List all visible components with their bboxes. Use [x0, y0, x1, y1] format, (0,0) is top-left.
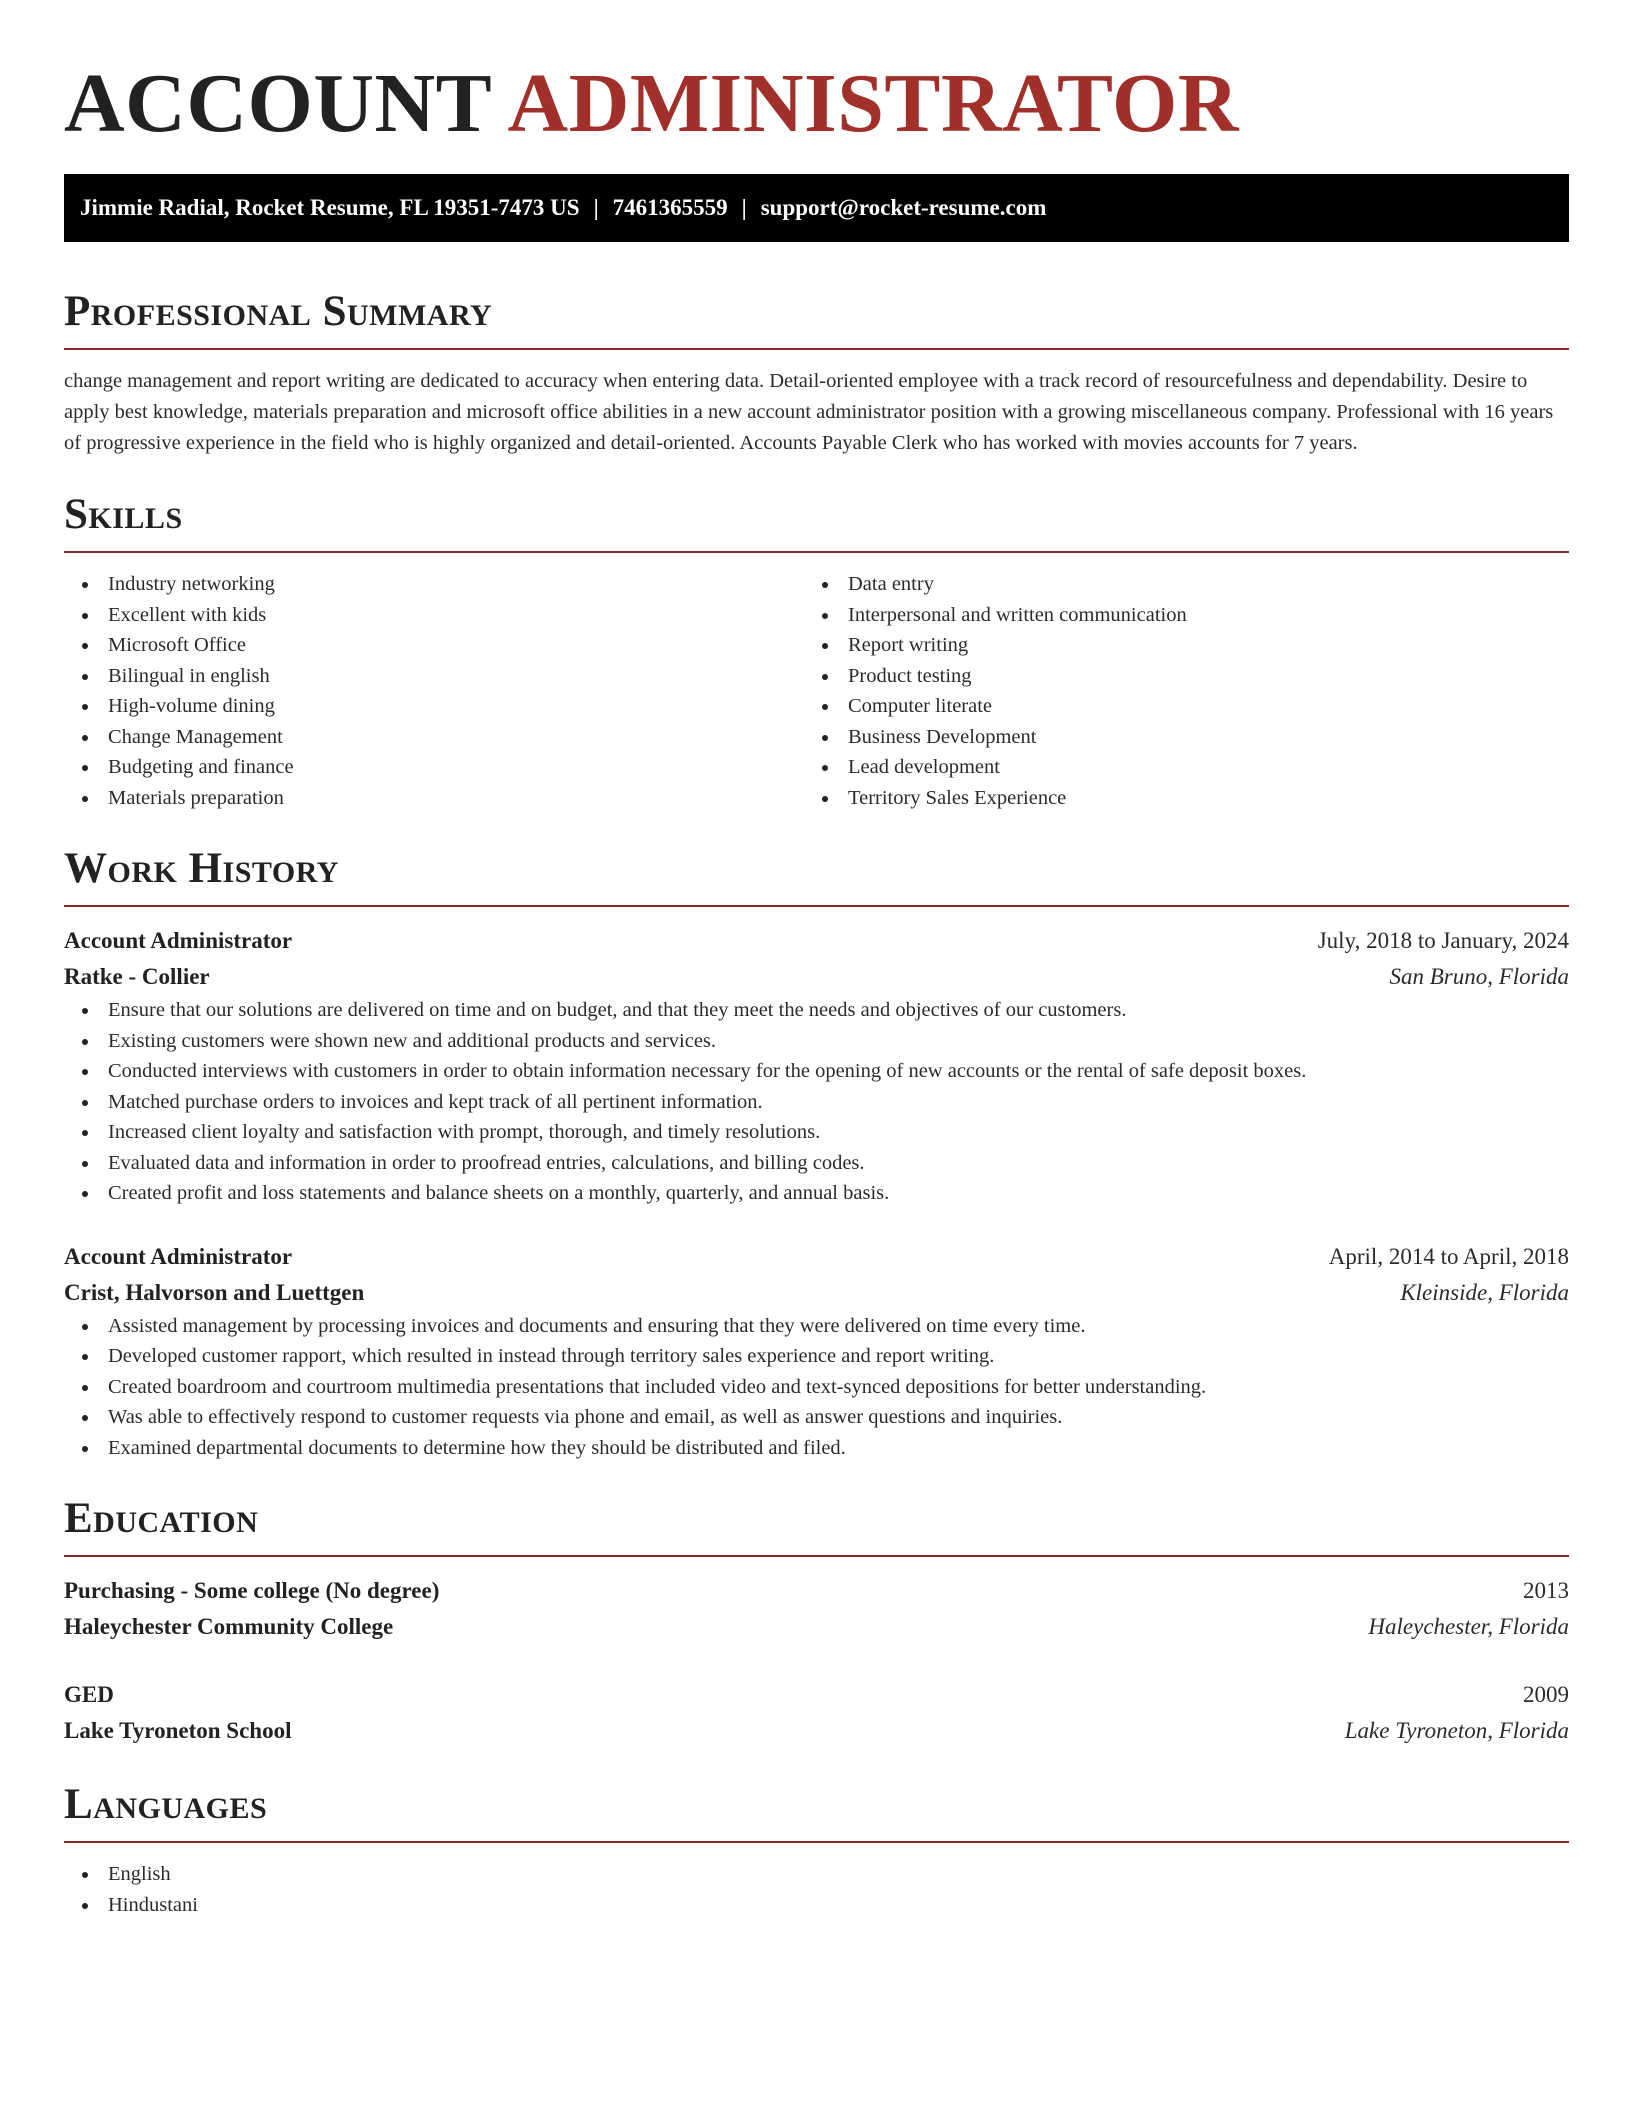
job-location: San Bruno, Florida	[1389, 964, 1569, 989]
education-year: 2013	[1523, 1578, 1569, 1603]
job-bullet: Evaluated data and information in order to proofread entries, calculations, and billing codes.	[64, 1148, 1569, 1179]
job-header-row	[64, 923, 1569, 959]
contact-address: Jimmie Radial, Rocket Resume, FL 19351-7473 US	[80, 195, 580, 220]
skill-item: Change Management	[64, 722, 804, 753]
job-company: Crist, Halvorson and Luettgen	[64, 1279, 365, 1305]
education-section	[64, 1493, 1569, 1749]
job-location: Kleinside, Florida	[1400, 1279, 1569, 1305]
job-entry	[64, 1239, 1569, 1464]
education-year: 2009	[1523, 1682, 1569, 1707]
work-section	[64, 843, 1569, 1463]
skill-item: Materials preparation	[64, 783, 804, 814]
education-entry	[64, 1573, 1569, 1645]
job-company: Ratke - Collier	[64, 964, 210, 989]
education-location: Haleychester, Florida	[1368, 1614, 1569, 1639]
job-bullet: Examined departmental documents to determine how they should be distributed and filed.	[64, 1433, 1569, 1464]
contact-separator: |	[593, 195, 599, 220]
job-bullet: Existing customers were shown new and additional products and services.	[64, 1026, 1569, 1057]
skill-item: Data entry	[804, 569, 1544, 600]
skills-list-left	[64, 569, 804, 813]
resume-title	[64, 0, 1569, 154]
education-location: Lake Tyroneton, Florida	[1344, 1718, 1569, 1743]
skill-item: High-volume dining	[64, 691, 804, 722]
language-item: English	[64, 1859, 1569, 1890]
job-company-row	[64, 1275, 1569, 1311]
contact-separator: |	[741, 195, 747, 220]
skills-grid	[64, 569, 1569, 813]
education-entry	[64, 1677, 1569, 1749]
job-header-row	[64, 1239, 1569, 1275]
job-bullet: Matched purchase orders to invoices and kept track of all pertinent information.	[64, 1087, 1569, 1118]
skills-heading: Skills	[64, 489, 1569, 553]
job-bullet: Conducted interviews with customers in order to obtain information necessary for the opening of new accounts or the rental of safe deposit boxes.	[64, 1056, 1569, 1087]
skills-section	[64, 489, 1569, 813]
work-heading: Work History	[64, 843, 1569, 907]
job-company-row	[64, 959, 1569, 995]
job-dates: April, 2014 to April, 2018	[1328, 1243, 1569, 1269]
job-bullet: Ensure that our solutions are delivered on time and on budget, and that they meet the needs and objectives of our customers.	[64, 995, 1569, 1026]
skill-item: Computer literate	[804, 691, 1544, 722]
skill-item: Report writing	[804, 630, 1544, 661]
contact-bar	[64, 174, 1569, 242]
skill-item: Territory Sales Experience	[804, 783, 1544, 814]
skill-item: Budgeting and finance	[64, 752, 804, 783]
job-bullet: Assisted management by processing invoices and documents and ensuring that they were delivered on time every time.	[64, 1311, 1569, 1342]
skill-item: Industry networking	[64, 569, 804, 600]
job-entry	[64, 923, 1569, 1209]
summary-section	[64, 286, 1569, 459]
skills-list-right	[804, 569, 1544, 813]
skill-item: Excellent with kids	[64, 600, 804, 631]
resume-page	[64, 0, 1569, 1920]
education-degree: GED	[64, 1682, 114, 1707]
summary-text: change management and report writing are dedicated to accuracy when entering data. Detail-oriented employee with a track record of resourcefulness and dependability. Desire to apply best knowledge, materials preparation and microsoft office abilities in a new account administrator position with a growing miscellaneous company. Professional with 16 years of progressive experience in the field who is highly organized and detail-oriented. Accounts Payable Clerk who has worked with movies accounts for 7 years.	[64, 370, 1554, 454]
languages-list	[64, 1859, 1569, 1920]
job-bullet: Increased client loyalty and satisfaction with prompt, thorough, and timely resolutions.	[64, 1117, 1569, 1148]
skill-item: Bilingual in english	[64, 661, 804, 692]
title-part-1: ACCOUNT	[64, 57, 491, 150]
job-title: Account Administrator	[64, 928, 293, 953]
education-header-row	[64, 1677, 1569, 1713]
job-dates: July, 2018 to January, 2024	[1317, 928, 1569, 953]
job-title: Account Administrator	[64, 1243, 293, 1269]
job-bullet: Developed customer rapport, which resulted in instead through territory sales experience and report writing.	[64, 1341, 1569, 1372]
education-school-row	[64, 1713, 1569, 1749]
skill-item: Product testing	[804, 661, 1544, 692]
education-school-row	[64, 1609, 1569, 1645]
summary-heading: Professional Summary	[64, 286, 1569, 350]
contact-email: support@rocket-resume.com	[760, 195, 1047, 220]
contact-phone: 7461365559	[612, 195, 728, 220]
education-header-row	[64, 1573, 1569, 1609]
education-school: Haleychester Community College	[64, 1614, 394, 1639]
job-bullet: Created boardroom and courtroom multimedia presentations that included video and text-synced depositions for better understanding.	[64, 1372, 1569, 1403]
skill-item: Business Development	[804, 722, 1544, 753]
education-degree: Purchasing - Some college (No degree)	[64, 1578, 440, 1603]
languages-heading: Languages	[64, 1779, 1569, 1843]
job-bullets	[64, 1311, 1569, 1464]
language-item: Hindustani	[64, 1890, 1569, 1921]
job-bullets	[64, 995, 1569, 1209]
languages-section	[64, 1779, 1569, 1920]
skill-item: Microsoft Office	[64, 630, 804, 661]
education-heading: Education	[64, 1493, 1569, 1557]
skill-item: Interpersonal and written communication	[804, 600, 1544, 631]
job-bullet: Was able to effectively respond to customer requests via phone and email, as well as answer questions and inquiries.	[64, 1402, 1569, 1433]
skill-item: Lead development	[804, 752, 1544, 783]
title-part-2: ADMINISTRATOR	[507, 57, 1240, 150]
education-school: Lake Tyroneton School	[64, 1718, 292, 1743]
job-bullet: Created profit and loss statements and balance sheets on a monthly, quarterly, and annual basis.	[64, 1178, 1569, 1209]
